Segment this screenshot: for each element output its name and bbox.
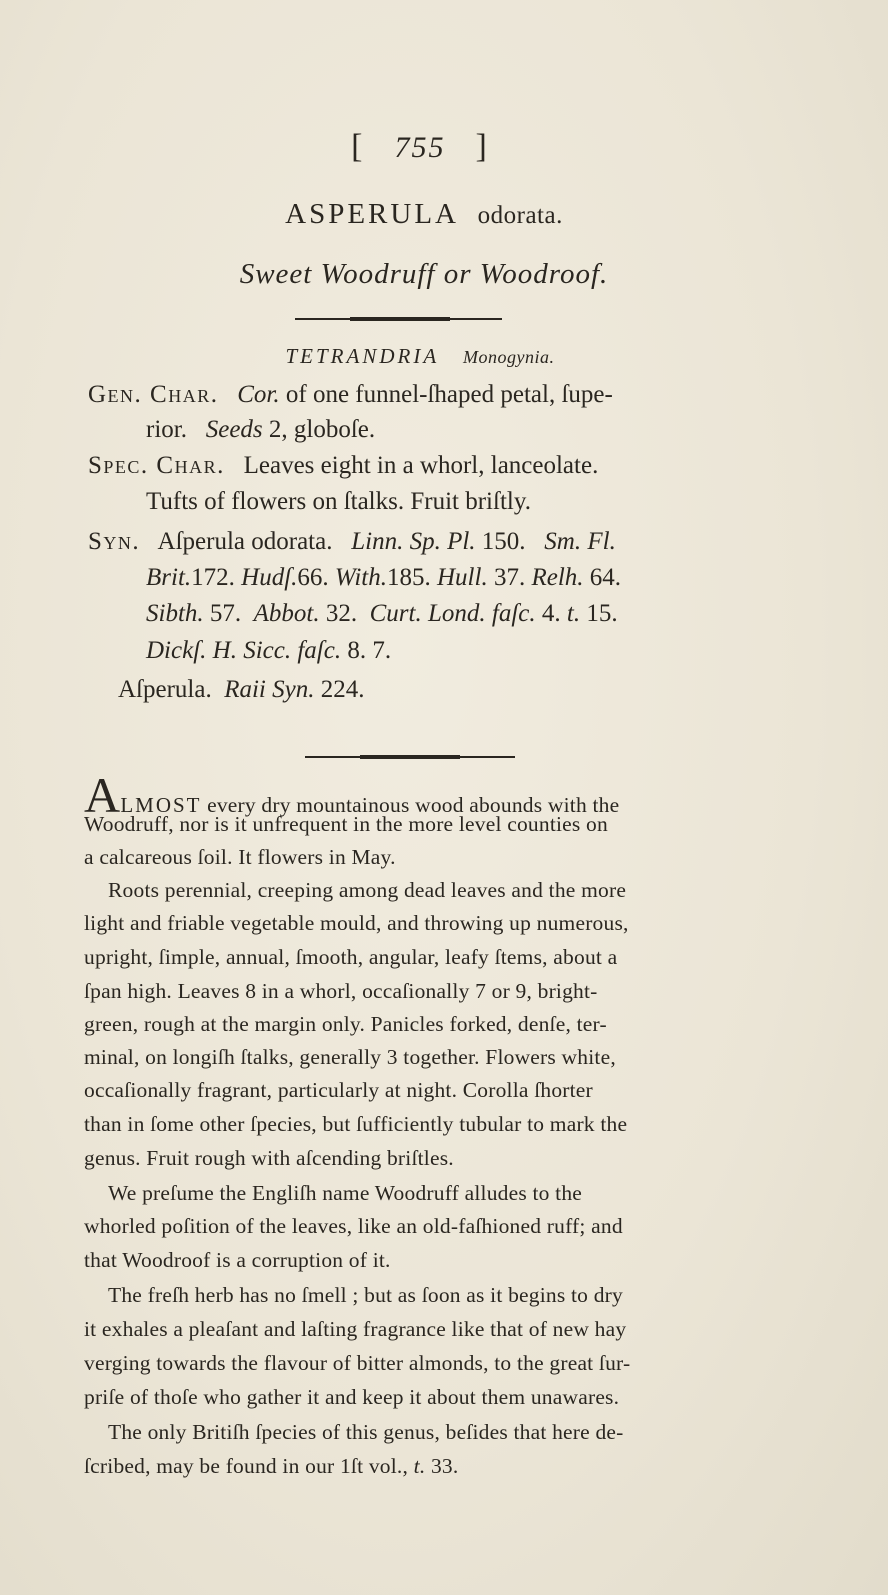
paragraph-3-line-1: We preſume the Engliſh name Woodruff alludes to the [108, 1181, 583, 1205]
spec-char-label: Spec. Char. [88, 452, 225, 479]
species-title [0, 198, 848, 231]
syn-label: Syn. [88, 528, 141, 555]
paragraph-3-line-2: whorled poſition of the leaves, like an old-faſhioned ruff; and [84, 1214, 623, 1238]
synonymy-line-3: Sibth. 57. Abbot. 32. Curt. Lond. faſc. 4. t. 15. [146, 600, 618, 627]
common-name: Sweet Woodruff or Woodroof. [239, 258, 609, 290]
synonymy-line-4: Dickſ. H. Sicc. faſc. 8. 7. [146, 637, 392, 664]
species-epithet: odorata. [477, 202, 563, 229]
paragraph-2-line-2: light and friable vegetable mould, and throwing up numerous, [84, 911, 629, 935]
paragraph-2-line-7: occaſionally fragrant, particularly at night. Corolla ſhorter [84, 1078, 593, 1102]
page-number [0, 128, 840, 166]
page-number-bracket-open: [ [351, 128, 365, 165]
paragraph-2-line-8: than in ſome other ſpecies, but ſufficiently tubular to mark the [84, 1112, 628, 1136]
paragraph-1-line-3: a calcareous ſoil. It flowers in May. [84, 845, 396, 869]
paragraph-1-line-2: Woodruff, nor is it unfrequent in the more level counties on [84, 812, 608, 836]
paragraph-1-line-1: ALMOST every dry mountainous wood abounds with the [84, 767, 620, 823]
synonymy-line-2: Brit.172. Hudſ.66. With.185. Hull. 37. Relh. 64. [146, 564, 622, 591]
title-divider [295, 318, 502, 320]
genus-name: ASPERULA [285, 198, 458, 230]
class-name: TETRANDRIA [285, 344, 439, 368]
specific-character-line-1: Spec. Char. Leaves eight in a whorl, lanceolate. [88, 452, 599, 479]
paragraph-4-line-4: priſe of thoſe who gather it and keep it about them unawares. [84, 1385, 620, 1409]
paragraph-2-line-4: ſpan high. Leaves 8 in a whorl, occaſionally 7 or 9, bright- [84, 979, 598, 1003]
generic-character-line-1: Gen. Char. Cor. of one funnel-ſhaped petal, ſupe- [88, 381, 613, 408]
linnaean-classification [0, 344, 840, 369]
section-divider [305, 756, 515, 758]
paragraph-4-line-3: verging towards the flavour of bitter almonds, to the great ſur- [84, 1351, 631, 1375]
paragraph-2-line-1: Roots perennial, creeping among dead leaves and the more [108, 878, 627, 902]
synonymy-line-1: Syn. Aſperula odorata. Linn. Sp. Pl. 150. Sm. Fl. [88, 528, 616, 555]
page-number-bracket-close: ] [475, 128, 489, 165]
gen-char-label: Gen. Char. [88, 381, 219, 408]
paragraph-4-line-2: it exhales a pleaſant and laſting fragrance like that of new hay [84, 1317, 627, 1341]
paragraph-4-line-1: The freſh herb has no ſmell ; but as ſoon as it begins to dry [108, 1283, 623, 1307]
generic-character-line-2: rior. Seeds 2, globoſe. [146, 416, 376, 443]
drop-cap: A [84, 767, 121, 823]
paragraph-5-line-1: The only Britiſh ſpecies of this genus, beſides that here de- [108, 1420, 624, 1444]
paragraph-2-line-5: green, rough at the margin only. Panicles forked, denſe, ter- [84, 1012, 607, 1036]
paragraph-2-line-3: upright, ſimple, annual, ſmooth, angular, leafy ſtems, about a [84, 945, 618, 969]
page-number-value: 755 [394, 131, 446, 164]
paragraph-2-line-9: genus. Fruit rough with aſcending briſtles. [84, 1146, 454, 1170]
specific-character-line-2: Tufts of flowers on ſtalks. Fruit briſtly. [146, 488, 531, 515]
paragraph-5-line-2: ſcribed, may be found in our 1ſt vol., t. 33. [84, 1454, 459, 1478]
synonymy-line-5: Aſperula. Raii Syn. 224. [118, 676, 365, 703]
paragraph-2-line-6: minal, on longiſh ſtalks, generally 3 together. Flowers white, [84, 1045, 616, 1069]
paragraph-3-line-3: that Woodroof is a corruption of it. [84, 1248, 391, 1272]
order-name: Monogynia. [463, 347, 555, 367]
